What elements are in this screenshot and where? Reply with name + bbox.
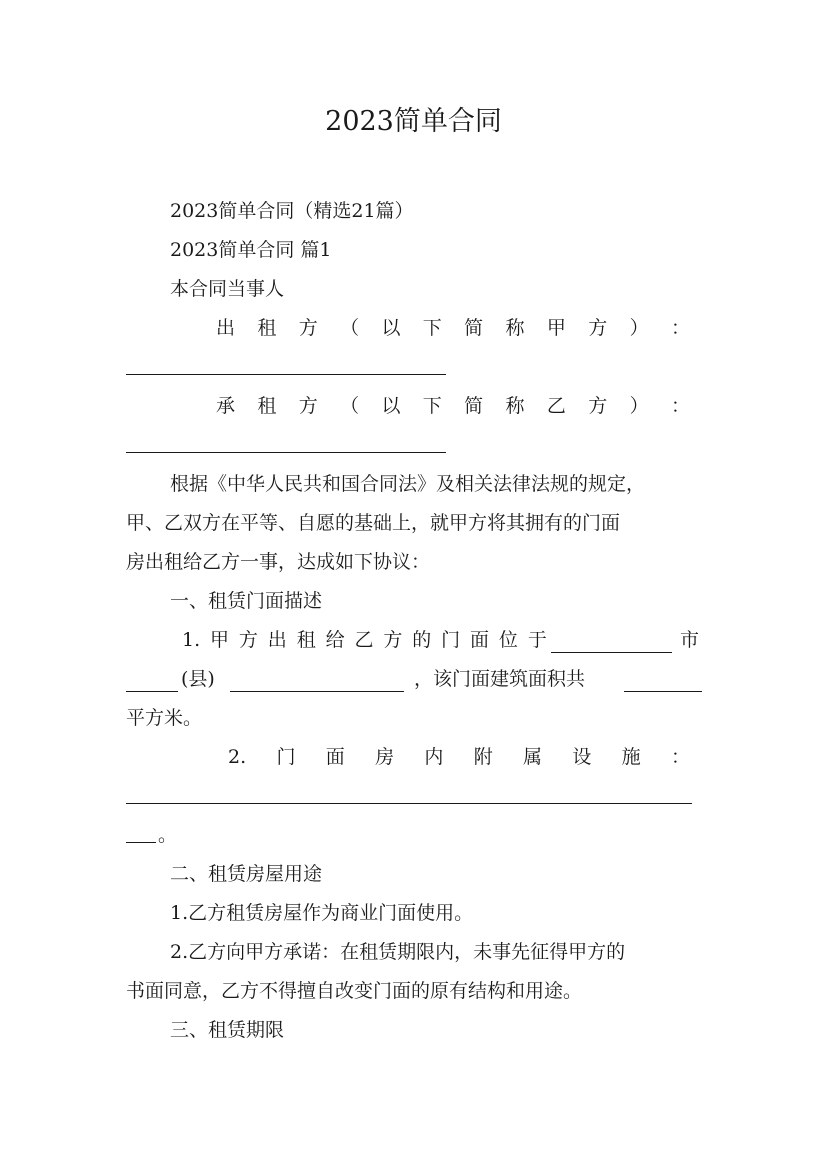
lessee-label-char: （ xyxy=(340,395,360,417)
lessor-label-char: 租 xyxy=(257,317,277,339)
section1-item2-char: 面 xyxy=(325,746,345,768)
lessee-label-char: 租 xyxy=(257,395,277,417)
document-title: 2023简单合同 xyxy=(325,106,502,137)
section1-item2-text xyxy=(228,744,690,770)
lessee-label-char: 乙 xyxy=(546,395,566,417)
lessor-label-char: 简 xyxy=(464,317,484,339)
section1-item2-char: 房 xyxy=(375,746,395,768)
intro-line-3: 房出租给乙方一事，达成如下协议： xyxy=(126,551,431,573)
lessor-label xyxy=(216,315,690,341)
lessor-label-char: 以 xyxy=(381,317,401,339)
section1-item2-char: 设 xyxy=(572,746,592,768)
section1-item1-char: 租 xyxy=(296,629,316,651)
facilities-blank-end xyxy=(126,842,156,843)
section1-item2-char: 施 xyxy=(621,746,641,768)
lessee-label-char: 方 xyxy=(588,395,608,417)
lessor-label-char: ） xyxy=(629,317,649,339)
section1-city-label: 市 xyxy=(680,629,700,651)
section1-item1-char: 于 xyxy=(527,629,547,651)
section1-item2-char: 2. xyxy=(228,746,247,768)
section1-item1-char: 1. xyxy=(182,629,201,651)
facilities-blank xyxy=(126,803,692,804)
section2-item2-line1: 2.乙方向甲方承诺：在租赁期限内，未事先征得甲方的 xyxy=(170,941,626,963)
section1-item1-text xyxy=(182,627,547,653)
section1-item1-char: 方 xyxy=(383,629,403,651)
lessee-label-char: ） xyxy=(629,395,649,417)
lessor-blank xyxy=(126,374,446,375)
section1-item2-char: ： xyxy=(670,746,690,768)
section1-item1-char: 甲 xyxy=(210,629,230,651)
part-heading: 2023简单合同 篇1 xyxy=(170,239,332,261)
section1-item1-char: 出 xyxy=(267,629,287,651)
section1-item1-char: 位 xyxy=(498,629,518,651)
parties-intro: 本合同当事人 xyxy=(170,278,285,300)
section1-item1-char: 的 xyxy=(412,629,432,651)
section2-item2-line2: 书面同意，乙方不得擅自改变门面的原有结构和用途。 xyxy=(126,980,583,1002)
lessor-label-char: 下 xyxy=(422,317,442,339)
lessor-label-char: 称 xyxy=(505,317,525,339)
section2-item1: 1.乙方租赁房屋作为商业门面使用。 xyxy=(170,902,474,924)
lessee-label-char: 称 xyxy=(505,395,525,417)
lessor-label-char: 方 xyxy=(298,317,318,339)
section1-area-unit: 平方米。 xyxy=(126,707,203,729)
section2-heading: 二、租赁房屋用途 xyxy=(170,863,323,885)
lessee-blank xyxy=(126,452,446,453)
section1-item1-char: 乙 xyxy=(354,629,374,651)
city-name-blank xyxy=(126,691,178,692)
section1-item2-end: 。 xyxy=(158,824,178,846)
section1-item1-char: 给 xyxy=(325,629,345,651)
section1-item1-char: 方 xyxy=(238,629,258,651)
city-blank xyxy=(551,652,672,653)
lessee-label-char: 承 xyxy=(216,395,236,417)
lessor-label-char: 方 xyxy=(588,317,608,339)
document-subtitle: 2023简单合同（精选21篇） xyxy=(170,200,414,222)
section1-heading: 一、租赁门面描述 xyxy=(170,590,323,612)
intro-line-2: 甲、乙双方在平等、自愿的基础上，就甲方将其拥有的门面 xyxy=(126,512,621,534)
lessor-label-char: ： xyxy=(670,317,690,339)
lessor-label-char: 出 xyxy=(216,317,236,339)
area-blank xyxy=(624,691,702,692)
section1-item2-char: 属 xyxy=(523,746,543,768)
intro-line-1: 根据《中华人民共和国合同法》及相关法律法规的规定， xyxy=(170,473,646,495)
lessee-label xyxy=(216,393,690,419)
lessee-label-char: 方 xyxy=(298,395,318,417)
section1-item2-char: 内 xyxy=(424,746,444,768)
section1-item2-char: 附 xyxy=(473,746,493,768)
lessor-label-char: 甲 xyxy=(546,317,566,339)
section3-heading: 三、租赁期限 xyxy=(170,1019,285,1041)
lessee-label-char: 以 xyxy=(381,395,401,417)
lessor-label-char: （ xyxy=(340,317,360,339)
section1-item2-char: 门 xyxy=(276,746,296,768)
section1-item1-char: 门 xyxy=(441,629,461,651)
county-blank xyxy=(230,691,404,692)
section1-county-label: (县) xyxy=(181,668,215,690)
section1-item1-char: 面 xyxy=(470,629,490,651)
section1-area-text: ，该门面建筑面积共 xyxy=(414,668,586,690)
lessee-label-char: ： xyxy=(670,395,690,417)
lessee-label-char: 下 xyxy=(422,395,442,417)
lessee-label-char: 简 xyxy=(464,395,484,417)
